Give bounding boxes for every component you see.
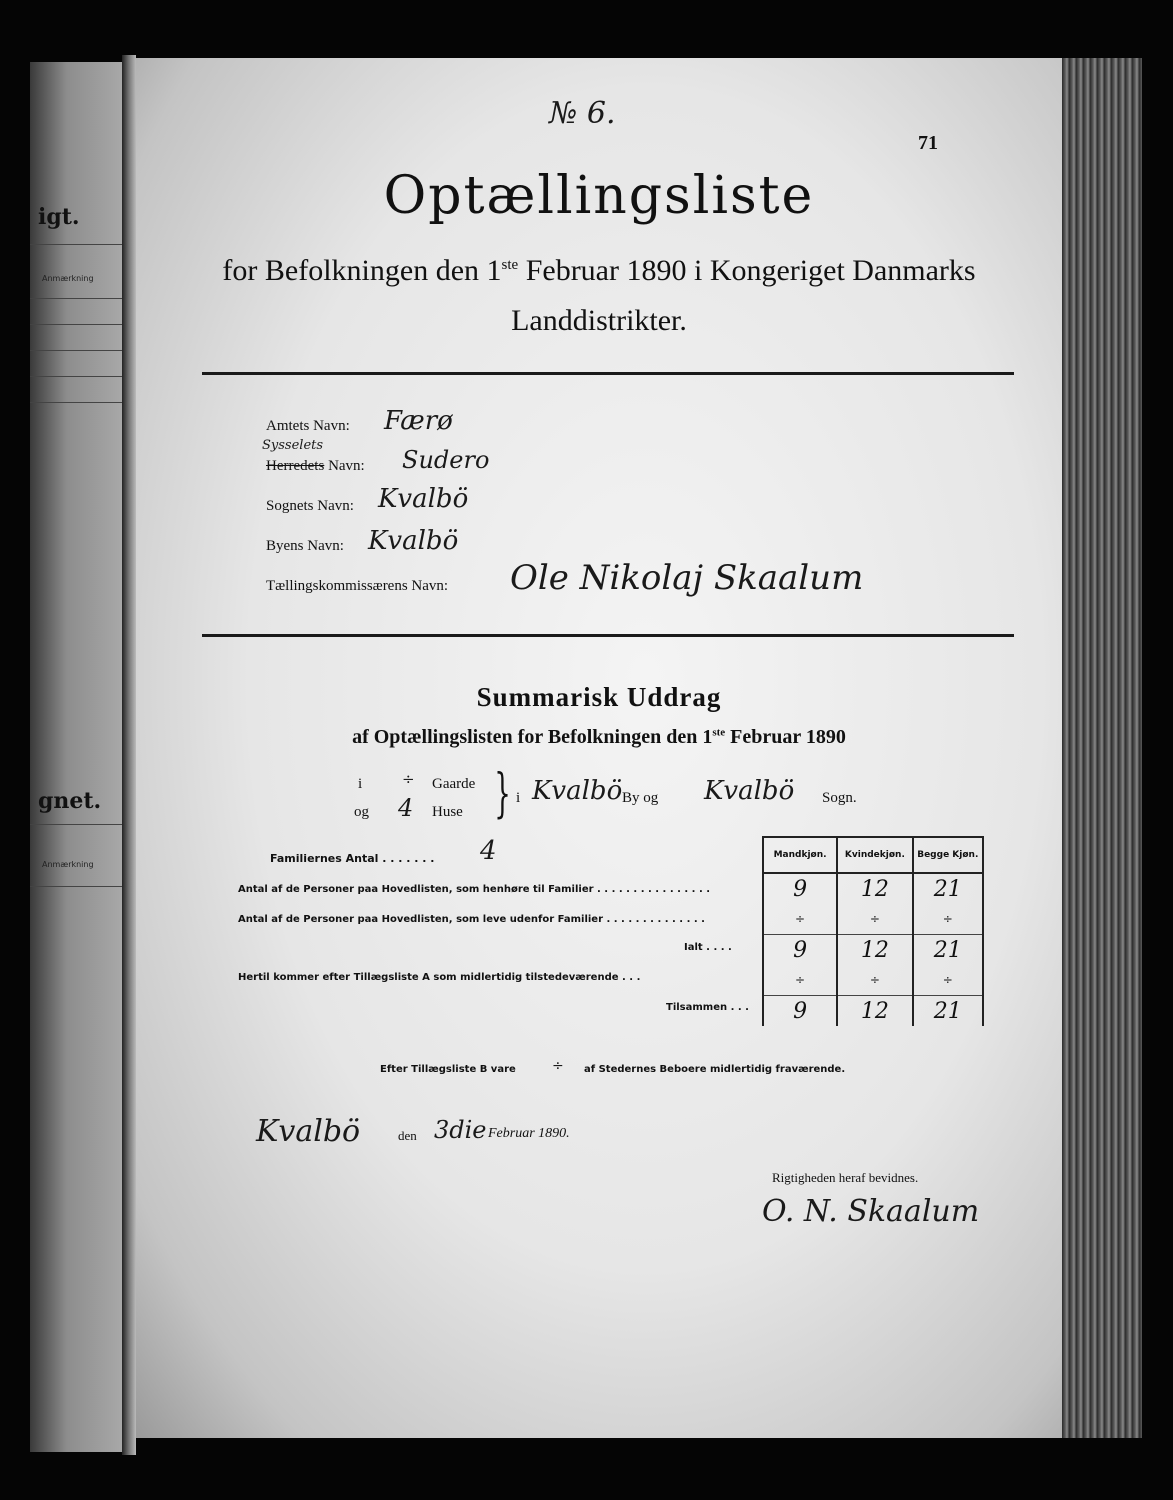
summary-table <box>762 836 984 1026</box>
table-cell: ÷ <box>837 904 912 935</box>
table-cell: 9 <box>763 935 837 966</box>
table-cell: ÷ <box>913 904 983 935</box>
huse-value: 4 <box>398 794 414 822</box>
divider <box>202 372 1014 375</box>
gaarde-value: ÷ <box>402 770 415 788</box>
month-year: Februar 1890. <box>488 1126 570 1141</box>
divider <box>30 376 122 377</box>
sogn-label: Sogn. <box>822 790 857 806</box>
amt-label: Amtets Navn: <box>266 418 350 434</box>
syssel-correction: Sysselets <box>262 438 324 453</box>
by-label: Byens Navn: <box>266 538 344 554</box>
page-subtitle-line2: Landdistrikter. <box>511 304 687 337</box>
table-cell: 21 <box>913 935 983 966</box>
divider <box>30 244 122 245</box>
summary-by-value: Kvalbö <box>532 776 623 806</box>
table-cell: 9 <box>763 996 837 1027</box>
left-page-small-text: Anmærkning <box>42 274 94 283</box>
tillaeg-b-value: ÷ <box>552 1058 564 1074</box>
table-cell: 12 <box>837 873 912 904</box>
date-value: 3die <box>434 1116 487 1144</box>
column-header: Begge Kjøn. <box>913 837 983 873</box>
left-page-small-text: Anmærkning <box>42 860 94 869</box>
left-page-word: igt. <box>38 204 80 230</box>
huse-label: Huse <box>432 804 463 820</box>
by-og-label: By og <box>622 790 659 806</box>
place-value: Kvalbö <box>256 1114 361 1149</box>
row-label: Antal af de Personer paa Hovedlisten, som henhøre til Familier . . . . . . . . . . . . . . . . <box>238 884 711 895</box>
page-subtitle: for Befolkningen den 1ste Februar 1890 i Kongeriget Danmarks <box>222 254 976 287</box>
column-header: Kvindekjøn. <box>837 837 912 873</box>
amt-value: Færø <box>384 406 453 436</box>
og-label: og <box>354 804 369 820</box>
table-cell: 12 <box>837 996 912 1027</box>
tillaeg-b-after: af Stedernes Beboere midlertidig fraværende. <box>584 1064 846 1075</box>
attest-label: Rigtigheden heraf bevidnes. <box>772 1170 919 1185</box>
left-page-word: gnet. <box>38 788 102 814</box>
divider <box>30 324 122 325</box>
table-cell: ÷ <box>913 965 983 996</box>
row-label: Antal af de Personer paa Hovedlisten, som leve udenfor Familier . . . . . . . . . . . . . . <box>238 914 705 925</box>
familier-value: 4 <box>480 836 497 866</box>
table-cell: 9 <box>763 873 837 904</box>
by-value: Kvalbö <box>368 526 459 556</box>
census-page <box>136 58 1062 1438</box>
page-number: 71 <box>918 132 938 154</box>
page-title: Optællingsliste <box>383 166 815 226</box>
divider <box>30 824 122 825</box>
brace: } <box>494 764 511 824</box>
divider <box>30 350 122 351</box>
divider <box>30 402 122 403</box>
gaarde-label: Gaarde <box>432 776 476 792</box>
page-edges <box>1062 58 1142 1438</box>
table-cell: ÷ <box>763 965 837 996</box>
table-cell: 12 <box>837 935 912 966</box>
den-label: den <box>398 1128 417 1143</box>
table-row <box>763 873 983 904</box>
table-row <box>763 965 983 996</box>
summary-subtitle: af Optællingslisten for Befolkningen den 1ste Februar 1890 <box>352 726 846 748</box>
row-label: Hertil kommer efter Tillægsliste A som midlertidig tilstedeværende . . . <box>238 972 641 983</box>
herred-value: Sudero <box>402 446 490 474</box>
number-mark: № 6. <box>549 96 616 131</box>
row-label: Tilsammen . . . <box>666 1002 749 1013</box>
row-label: Ialt . . . . <box>684 942 732 953</box>
signature: O. N. Skaalum <box>762 1194 980 1229</box>
summary-sogn-value: Kvalbö <box>704 776 795 806</box>
divider <box>202 634 1014 637</box>
summary-title: Summarisk Uddrag <box>476 682 722 712</box>
kommissaer-value: Ole Nikolaj Skaalum <box>510 558 864 598</box>
left-page-fragment <box>30 62 126 1452</box>
divider <box>30 298 122 299</box>
table-row <box>763 904 983 935</box>
tillaeg-b-before: Efter Tillægsliste B vare <box>380 1064 516 1075</box>
familier-label: Familiernes Antal . . . . . . . <box>270 852 435 865</box>
column-header: Mandkjøn. <box>763 837 837 873</box>
sogn-value: Kvalbö <box>378 484 469 514</box>
herred-label: Herredets Navn: <box>266 458 365 474</box>
table-row <box>763 935 983 966</box>
table-header-row <box>763 837 983 873</box>
table-cell: 21 <box>913 996 983 1027</box>
table-cell: ÷ <box>837 965 912 996</box>
kommissaer-label: Tællingskommissærens Navn: <box>266 578 449 594</box>
book-binding <box>122 55 136 1455</box>
table-cell: 21 <box>913 873 983 904</box>
i-label: i <box>358 776 363 792</box>
table-cell: ÷ <box>763 904 837 935</box>
table-row <box>763 996 983 1027</box>
i-label: i <box>516 790 521 806</box>
sogn-label: Sognets Navn: <box>266 498 354 514</box>
divider <box>30 886 122 887</box>
